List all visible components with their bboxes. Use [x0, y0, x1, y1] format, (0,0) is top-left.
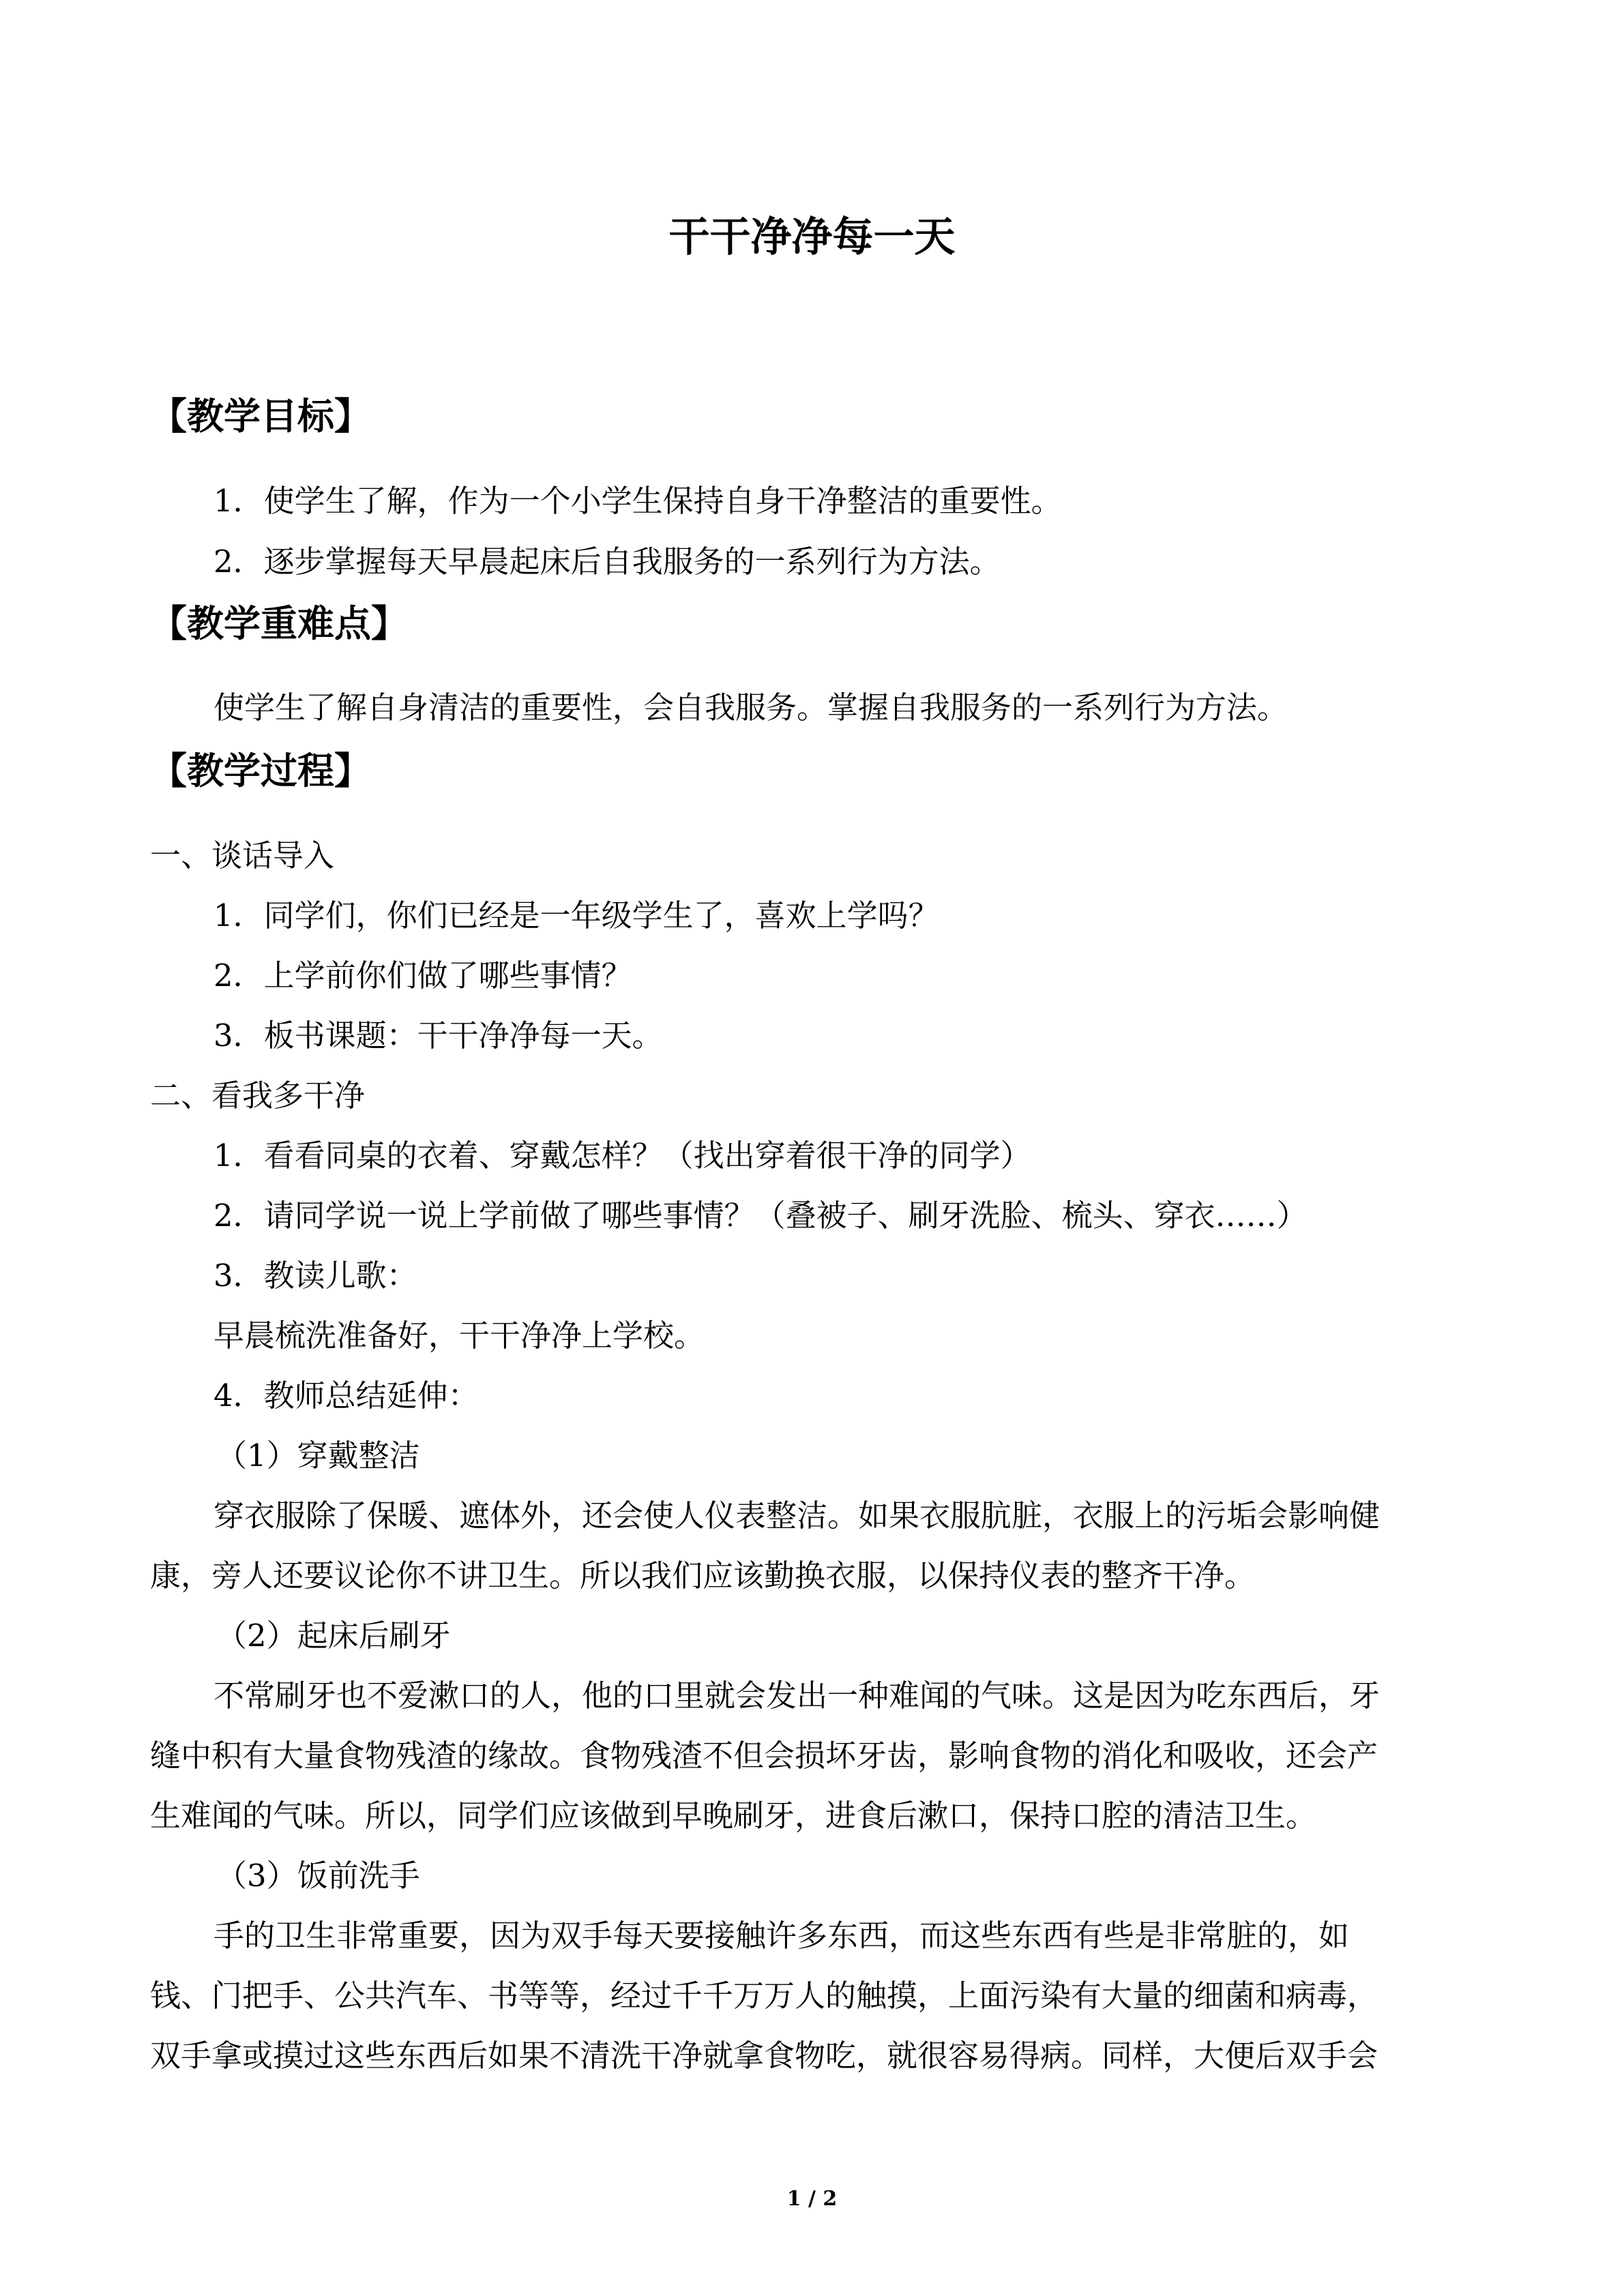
paragraph-line: 康，旁人还要议论你不讲卫生。所以我们应该勤换衣服，以保持仪表的整齐干净。	[150, 1557, 1256, 1594]
paragraph-line: 手的卫生非常重要，因为双手每天要接触许多东西，而这些东西有些是非常脏的，如	[213, 1918, 1350, 1954]
section-heading-process: 【教学过程】	[150, 749, 371, 792]
list-item: 3．板书课题：干干净净每一天。	[213, 1017, 663, 1054]
subsection-title: （1）穿戴整洁	[216, 1437, 420, 1474]
subsection-title: （2）起床后刷牙	[216, 1617, 451, 1654]
paragraph-line: 缝中积有大量食物残渣的缘故。食物残渣不但会损坏牙齿，影响食物的消化和吸收，还会产	[150, 1738, 1378, 1774]
rhyme-line: 早晨梳洗准备好，干干净净上学校。	[213, 1317, 705, 1354]
paragraph-line: 钱、门把手、公共汽车、书等等，经过千千万万人的触摸，上面污染有大量的细菌和病毒，	[150, 1978, 1378, 2014]
section-heading-key-points: 【教学重难点】	[150, 602, 408, 645]
section-heading-goals: 【教学目标】	[150, 395, 371, 438]
list-item: 2．上学前你们做了哪些事情？	[213, 957, 632, 994]
goal-item: 2．逐步掌握每天早晨起床后自我服务的一系列行为方法。	[213, 543, 1001, 580]
list-item: 3．教读儿歌：	[213, 1257, 417, 1294]
key-points-text: 使学生了解自身清洁的重要性，会自我服务。掌握自我服务的一系列行为方法。	[213, 689, 1288, 726]
list-item: 1．同学们，你们已经是一年级学生了，喜欢上学吗？	[213, 897, 939, 934]
subsection-title: （3）饭前洗手	[216, 1858, 420, 1894]
paragraph-line: 双手拿或摸过这些东西后如果不清洗干净就拿食物吃，就很容易得病。同样，大便后双手会	[150, 2038, 1378, 2074]
paragraph-line: 生难闻的气味。所以，同学们应该做到早晚刷牙，进食后漱口，保持口腔的清洁卫生。	[150, 1798, 1317, 1834]
document-title: 干干净净每一天	[668, 213, 956, 261]
goal-item: 1．使学生了解，作为一个小学生保持自身干净整洁的重要性。	[213, 483, 1062, 519]
list-item: 1．看看同桌的衣着、穿戴怎样？（找出穿着很干净的同学）	[213, 1137, 1031, 1174]
paragraph-line: 穿衣服除了保暖、遮体外，还会使人仪表整洁。如果衣服肮脏，衣服上的污垢会影响健	[213, 1497, 1381, 1534]
page-number: 1 / 2	[786, 2187, 838, 2211]
part-title: 一、谈话导入	[150, 837, 335, 874]
list-item: 2．请同学说一说上学前做了哪些事情？（叠被子、刷牙洗脸、梳头、穿衣……）	[213, 1197, 1308, 1234]
list-item: 4．教师总结延伸：	[213, 1377, 479, 1414]
part-title: 二、看我多干净	[150, 1077, 366, 1114]
paragraph-line: 不常刷牙也不爱漱口的人，他的口里就会发出一种难闻的气味。这是因为吃东西后，牙	[213, 1678, 1381, 1714]
